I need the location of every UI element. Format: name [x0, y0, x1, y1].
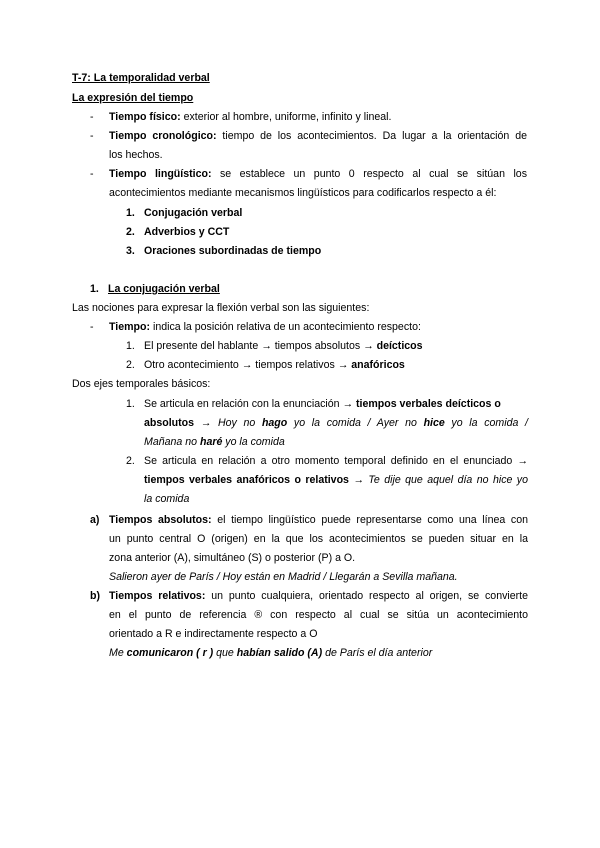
- list-item: Otro acontecimiento → tiempos relativos → anafóricos: [144, 359, 405, 371]
- list-item-continuation: tiempos verbales anafóricos o relativos → Te dije que aquel día no hice yo: [144, 474, 529, 486]
- list-item: Se articula en relación con la enunciación → tiempos verbales deícticos o: [144, 398, 501, 410]
- bullet-tiempo-fisico: Tiempo físico: exterior al hombre, uniforme, infinito y lineal.: [109, 111, 392, 123]
- bullet-tiempo: Tiempo: indica la posición relativa de un acontecimiento respecto:: [109, 321, 421, 333]
- definition-relativos: Tiempos relativos: un punto cualquiera, orientado respecto al origen, se convierte: [109, 590, 528, 602]
- list-item-continuation: Mañana no haré yo la comida: [144, 436, 285, 448]
- definition-continuation: zona anterior (A), simultáneo (S) o posterior (P) a O.: [109, 552, 356, 564]
- list-item: Adverbios y CCT: [144, 226, 230, 238]
- bullet-dash: -: [90, 321, 94, 333]
- list-item: Conjugación verbal: [144, 207, 243, 219]
- example-sentence: Salieron ayer de París / Hoy están en Madrid / Llegarán a Sevilla mañana.: [109, 571, 458, 583]
- bullet-tiempo-cronologico: Tiempo cronológico: tiempo de los acontecimientos. Da lugar a la orientación de: [109, 130, 527, 142]
- list-item: El presente del hablante → tiempos absolutos → deícticos: [144, 340, 423, 352]
- list-number: 2.: [126, 226, 135, 238]
- definition-continuation: orientado a R e indirectamente respecto a O: [109, 628, 318, 640]
- definition-absolutos: Tiempos absolutos: el tiempo lingüístico puede representarse como una línea con: [109, 514, 528, 526]
- list-number: 2.: [126, 359, 135, 371]
- list-item-continuation: la comida: [144, 493, 190, 505]
- bullet-tiempo-linguistico: Tiempo lingüístico: se establece un punto 0 respecto al cual se sitúan los: [109, 168, 527, 180]
- list-marker: b): [90, 590, 100, 602]
- subsection-heading: La conjugación verbal: [108, 283, 220, 295]
- bullet-continuation: los hechos.: [109, 149, 163, 161]
- bullet-dash: -: [90, 168, 94, 180]
- definition-continuation: en el punto de referencia ® con respecto al cual se sitúa un acontecimiento: [109, 609, 528, 621]
- list-item-continuation: absolutos → Hoy no hago yo la comida / Ayer no hice yo la comida /: [144, 417, 528, 429]
- bullet-dash: -: [90, 130, 94, 142]
- list-number: 2.: [126, 455, 135, 467]
- list-number: 1.: [126, 340, 135, 352]
- section-heading: La expresión del tiempo: [72, 92, 194, 104]
- bullet-continuation: acontecimientos mediante mecanismos lingüísticos para codificarlos respecto a él:: [109, 187, 497, 199]
- list-item: Se articula en relación a otro momento temporal definido en el enunciado →: [144, 455, 528, 467]
- paragraph: Las nociones para expresar la flexión verbal son las siguientes:: [72, 302, 370, 314]
- bullet-dash: -: [90, 111, 94, 123]
- list-number: 1.: [126, 207, 135, 219]
- list-number: 1.: [126, 398, 135, 410]
- definition-continuation: un punto central O (origen) en la que los acontecimientos se pueden situar en la: [109, 533, 528, 545]
- list-number: 1.: [90, 283, 99, 295]
- list-number: 3.: [126, 245, 135, 257]
- example-sentence: Me comunicaron ( r ) que habían salido (A) de París el día anterior: [109, 647, 433, 659]
- document-title: T-7: La temporalidad verbal: [72, 72, 210, 84]
- paragraph: Dos ejes temporales básicos:: [72, 378, 211, 390]
- list-item: Oraciones subordinadas de tiempo: [144, 245, 322, 257]
- list-marker: a): [90, 514, 100, 526]
